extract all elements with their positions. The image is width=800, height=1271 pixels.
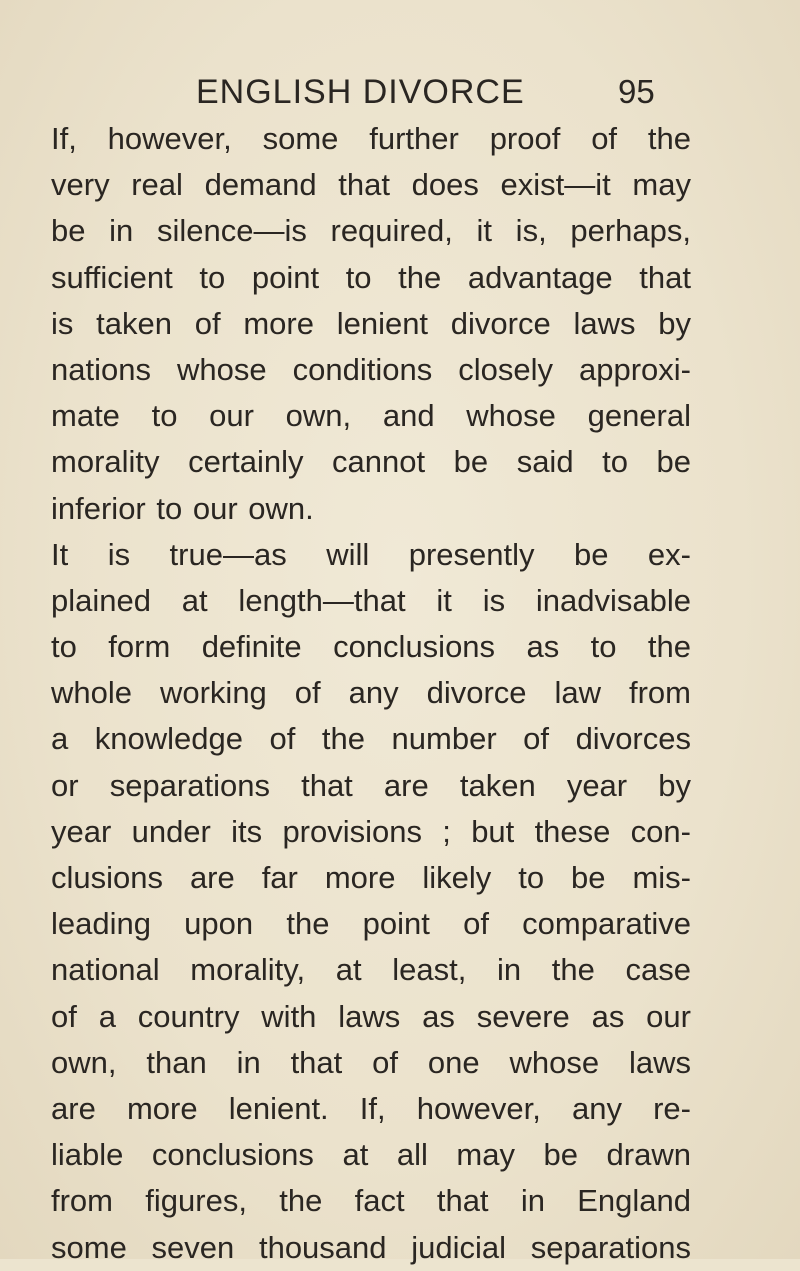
text-line: inferior to our own. <box>51 490 314 526</box>
text-line: to form definite conclusions as to the <box>51 629 691 665</box>
running-head <box>0 70 800 114</box>
text-line: or separations that are taken year by <box>51 767 691 803</box>
body-text <box>51 116 691 1271</box>
text-line: very real demand that does exist—it may <box>51 167 691 203</box>
text-line: year under its provisions ; but these con- <box>51 813 691 849</box>
text-line: If, however, some further proof of the <box>51 121 691 156</box>
text-line: morality certainly cannot be said to be <box>51 444 691 480</box>
text-line: liable conclusions at all may be drawn <box>51 1137 691 1173</box>
running-title: ENGLISH DIVORCE <box>196 73 525 111</box>
text-line: plained at length—that it is inadvisable <box>51 582 691 618</box>
text-line: be in silence—is required, it is, perhaps, <box>51 213 691 249</box>
text-line: clusions are far more likely to be mis- <box>51 860 691 895</box>
page-number: 95 <box>618 73 655 110</box>
text-line: leading upon the point of comparative <box>51 906 691 942</box>
text-line: are more lenient. If, however, any re- <box>51 1090 691 1126</box>
text-line: It is true—as will presently be ex- <box>51 536 691 572</box>
text-line: a knowledge of the number of divorces <box>51 721 691 757</box>
text-line: is taken of more lenient divorce laws by <box>51 305 691 341</box>
text-line: mate to our own, and whose general <box>51 398 691 434</box>
text-line: of a country with laws as severe as our <box>51 998 691 1034</box>
text-line: some seven thousand judicial separations <box>51 1229 691 1265</box>
text-line: national morality, at least, in the case <box>51 952 691 988</box>
text-line: own, than in that of one whose laws <box>51 1044 691 1080</box>
text-line: sufficient to point to the advantage that <box>51 259 691 295</box>
text-line: nations whose conditions closely approxi- <box>51 351 691 387</box>
text-line: whole working of any divorce law from <box>51 675 691 711</box>
text-line: from figures, the fact that in England <box>51 1183 691 1219</box>
